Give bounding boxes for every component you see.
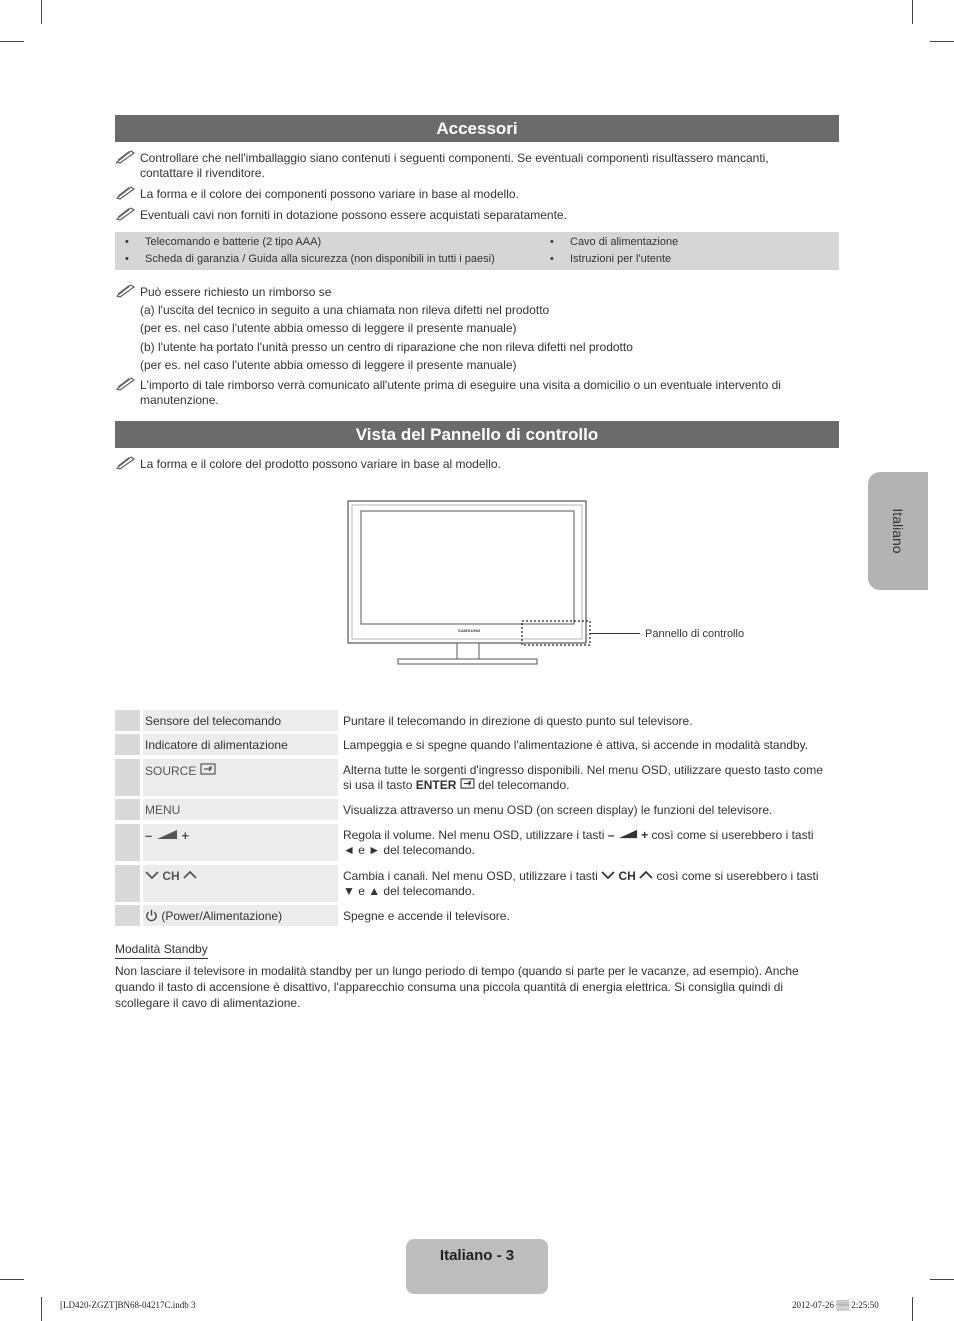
note: [115, 187, 815, 202]
row-description: [343, 828, 833, 858]
table-row: [115, 710, 839, 731]
row-description: [343, 869, 833, 899]
page-number: Italiano - 3: [439, 1247, 515, 1264]
crop-mark: [0, 1279, 24, 1280]
note-text: Controllare che nell'imballaggio siano contenuti i seguenti componenti. Se eventuali componenti risultassero mancanti, contattare il rivenditore.: [140, 151, 769, 180]
row-label: [143, 824, 338, 861]
table-row: [115, 905, 839, 926]
note-pen-icon: [115, 282, 137, 298]
chevron-down-icon: [145, 870, 159, 880]
volume-plus-icon: +: [181, 828, 190, 843]
callout-line: [590, 633, 640, 634]
section-title-accessori: Accessori: [115, 115, 839, 142]
crop-mark: [41, 1297, 42, 1321]
note-pen-icon: [115, 454, 137, 470]
list-item-text: Scheda di garanzia / Guida alla sicurezza (non disponibili in tutti i paesi): [145, 253, 495, 265]
standby-title: Modalità Standby: [115, 942, 208, 959]
refund-line: (b) l'utente ha portato l'unità presso un centro di riparazione che non rileva difetti nel prodotto: [140, 340, 633, 354]
table-row: [115, 865, 839, 902]
volume-icon: [618, 829, 638, 839]
refund-line: (per es. nel caso l'utente abbia omesso di leggere il presente manuale): [140, 358, 517, 372]
row-marker: [115, 799, 140, 820]
crop-mark: [930, 1279, 954, 1280]
section-title-pannello: Vista del Pannello di controllo: [115, 421, 839, 448]
row-label: [143, 759, 338, 796]
note: [115, 378, 815, 407]
row-label-text: Indicatore di alimentazione: [145, 738, 288, 752]
row-label-text: [145, 909, 282, 924]
side-tab-label: Italiano: [890, 508, 906, 554]
row-desc-text: ◄ e ► del telecomando.: [343, 843, 475, 857]
volume-minus-icon: –: [145, 828, 153, 843]
list-item: [125, 236, 322, 249]
enter-key-label: ENTER: [415, 778, 457, 792]
note-text: Può essere richiesto un rimborso se: [140, 285, 332, 299]
bullet: •: [550, 253, 554, 265]
table-row: [115, 759, 839, 796]
footer-timestamp: 2012-07-26 ▒▒ 2:25:50: [792, 1300, 879, 1310]
chevron-down-icon: [601, 870, 615, 880]
crop-mark: [912, 0, 913, 24]
tv-illustration: [340, 495, 600, 670]
note-pen-icon: [115, 375, 137, 391]
row-desc-text: così come si userebbero i tasti: [651, 828, 814, 842]
chevron-up-icon: [639, 870, 653, 880]
volume-icon: [156, 829, 178, 840]
bullet: •: [125, 253, 129, 265]
page-number-tab: [406, 1239, 548, 1294]
source-enter-icon: [200, 763, 216, 775]
note-text: La forma e il colore dei componenti possono variare in base al modello.: [140, 187, 519, 201]
row-desc-text: Cambia i canali. Nel menu OSD, utilizzare i tasti: [343, 869, 598, 883]
row-description: Visualizza attraverso un menu OSD (on screen display) le funzioni del televisore.: [343, 803, 773, 817]
row-description: [343, 763, 833, 793]
note-text: L'importo di tale rimborso verrà comunicato all'utente prima di eseguire una visita a domicilio o un eventuale intervento di manutenzione.: [140, 378, 781, 407]
table-row: [115, 799, 839, 820]
language-side-tab: [868, 472, 928, 590]
row-label-text: [145, 828, 189, 843]
channel-label: CH: [162, 869, 180, 883]
list-item-text: Istruzioni per l'utente: [570, 253, 672, 265]
crop-mark: [912, 1297, 913, 1321]
callout-label: Pannello di controllo: [645, 628, 745, 640]
power-label: (Power/Alimentazione): [161, 909, 283, 923]
row-label: [143, 799, 338, 820]
list-item: [550, 253, 672, 266]
crop-mark: [41, 0, 42, 24]
row-label-text: Sensore del telecomando: [145, 714, 282, 728]
row-label-text: MENU: [145, 803, 181, 817]
row-label: [143, 734, 338, 755]
list-item: [125, 253, 495, 266]
list-item-text: Telecomando e batterie (2 tipo AAA): [145, 236, 322, 248]
source-label: SOURCE: [145, 764, 197, 778]
table-row: [115, 824, 839, 861]
channel-label: CH: [618, 869, 636, 883]
volume-minus-icon: –: [607, 828, 615, 842]
note-text: Eventuali cavi non forniti in dotazione possono essere acquistati separatamente.: [140, 208, 567, 222]
row-desc-text: Regola il volume. Nel menu OSD, utilizzare i tasti: [343, 828, 605, 842]
note-pen-icon: [115, 148, 137, 164]
list-item-text: Cavo di alimentazione: [570, 236, 679, 248]
row-label-text: [145, 869, 197, 884]
row-description: Lampeggia e si spegne quando l'alimentazione è attiva, si accende in modalità standby.: [343, 738, 809, 752]
row-desc-text: così come si userebbero i tasti: [656, 869, 819, 883]
row-label: [143, 905, 338, 926]
note-text: La forma e il colore del prodotto possono variare in base al modello.: [140, 457, 501, 471]
note: [115, 285, 815, 300]
note-pen-icon: [115, 184, 137, 200]
row-marker: [115, 824, 140, 861]
row-desc-text: del telecomando.: [478, 778, 570, 792]
crop-mark: [930, 41, 954, 42]
row-desc-text: Alterna tutte le sorgenti d'ingresso disponibili. Nel menu OSD, utilizzare questo tasto come si usa il tasto: [343, 763, 823, 792]
row-marker: [115, 759, 140, 796]
row-marker: [115, 734, 140, 755]
row-label: [143, 865, 338, 902]
standby-text: Non lasciare il televisore in modalità standby per un lungo periodo di tempo (quando si parte per le vacanze, ad esempio). Anche quando il tasto di accensione è disattivo, l'apparecchio consuma una piccola quantità di energia elettrica. Si consiglia quindi di scollegare il cavo di alimentazione.: [115, 964, 799, 1010]
crop-mark: [0, 41, 24, 42]
power-icon: [145, 909, 158, 922]
note: [115, 151, 815, 180]
row-marker: [115, 710, 140, 731]
tv-brand-logo: SAMSUNG: [458, 628, 481, 633]
row-description: Spegne e accende il televisore.: [343, 909, 510, 923]
row-marker: [115, 905, 140, 926]
enter-icon: [460, 778, 475, 789]
row-desc-text: ▼ e ▲ del telecomando.: [343, 884, 475, 898]
list-item: [550, 236, 679, 249]
accessories-list: [115, 232, 839, 270]
chevron-up-icon: [183, 870, 197, 880]
row-description: Puntare il telecomando in direzione di questo punto sul televisore.: [343, 714, 693, 728]
note: [115, 457, 815, 472]
refund-line: (a) l'uscita del tecnico in seguito a una chiamata non rileva difetti nel prodotto: [140, 303, 550, 317]
footer-file: [LD420-ZGZT]BN68-04217C.indb 3: [60, 1300, 196, 1310]
note-pen-icon: [115, 205, 137, 221]
row-label-text: [145, 763, 216, 779]
row-marker: [115, 865, 140, 902]
note: [115, 208, 815, 223]
refund-line: (per es. nel caso l'utente abbia omesso di leggere il presente manuale): [140, 321, 517, 335]
bullet: •: [550, 236, 554, 248]
volume-plus-icon: +: [641, 828, 649, 842]
row-label: [143, 710, 338, 731]
bullet: •: [125, 236, 129, 248]
table-row: [115, 734, 839, 755]
